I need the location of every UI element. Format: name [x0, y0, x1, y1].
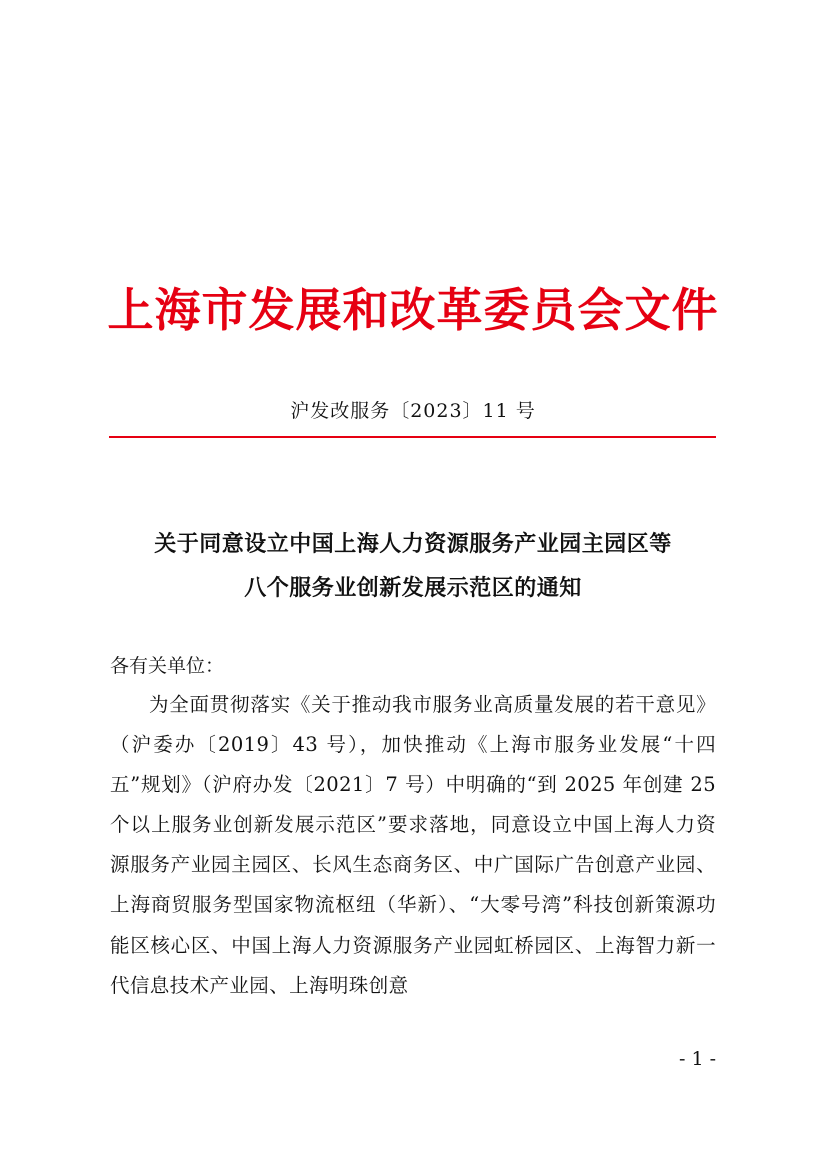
- title-line-2: 八个服务业创新发展示范区的通知: [244, 576, 582, 601]
- document-masthead: 上海市发展和改革委员会文件: [107, 283, 719, 337]
- body-paragraph: 为全面贯彻落实《关于推动我市服务业高质量发展的若干意见》（沪委办〔2019〕43 号），加快推动《上海市服务业发展“十四五”规划》（沪府办发〔2021〕7 号）中明确的“到 2025 年创建 25 个以上服务业创新发展示范区”要求落地，同意设立中国上海人力资源服务产业园主园区、长风生态商务区、中广国际广告创意产业园、上海商贸服务型国家物流枢纽（华新）、“大零号湾”科技创新策源功能区核心区、中国上海人力资源服务产业园虹桥园区、上海智力新一代信息技术产业园、上海明珠创意: [110, 693, 716, 997]
- title-line-1: 关于同意设立中国上海人力资源服务产业园主园区等: [154, 532, 672, 557]
- document-number: 沪发改服务〔2023〕11 号: [290, 400, 536, 422]
- salutation: 各有关单位：: [110, 655, 225, 677]
- document-title: [0, 523, 826, 611]
- page-number: - 1 -: [678, 1048, 716, 1070]
- red-divider-line: [109, 436, 716, 438]
